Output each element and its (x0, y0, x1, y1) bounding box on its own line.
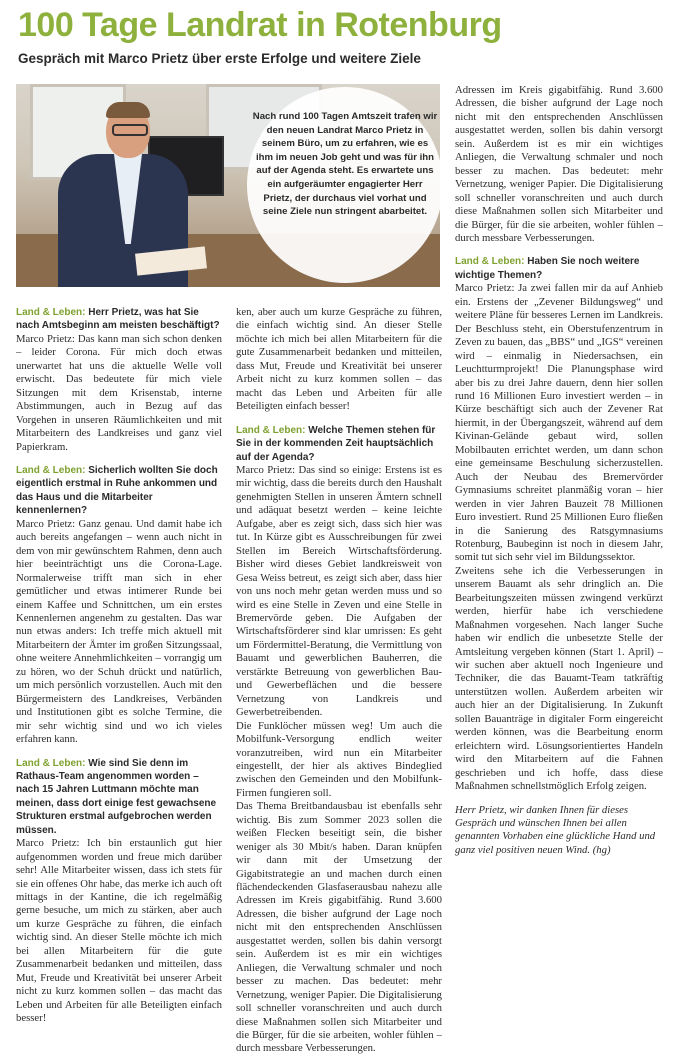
interview-label: Land & Leben: (236, 424, 306, 436)
answer-4a: Marco Prietz: Das sind so einige: Erstens ist es mir wichtig, dass die bereits durch den Haushalt genehmigten Stellen in unseren Ämtern schnell und adäquat besetzt werden – keine leichte Aufgabe, aber es zeigt sich, dass sich hier was tut. In Kürze gibt es Ausschreibungen für zwei Stellen im Bereich Wirtschaftsförderung. Bisher wird dieses Gebiet landkreisweit von Gesa Weiss betreut, es zeigt sich aber, dass hier von uns noch mehr getan werden muss und so wird es eine Stelle in Zeven und eine Stelle in Bremervörde geben. Die Aufgaben der Wirtschaftsförderer sind klar umrissen: Es geht um Fördermittel-Beratung, die Vermittlung von Bauamt und gewerblichen Bauherren, die verstärkte Betreuung von gewerblichen Bau- und Gewerbeflächen und die bessere Vernetzung von Landkreis und Gewerbetreibenden. (236, 463, 442, 719)
question-4 (236, 424, 442, 464)
answer-3-continued: ken, aber auch um kurze Gespräche zu führen, die einfach wichtig sind. An dieser Stelle möchte ich mich bei allen Mitarbeitern für die gute Zusammenarbeit bedanken und mitteilen, dass Mut, Freude und Kreativität bei unserer Arbeit nicht zu kurz kommen sollen – das macht das Leben und Arbeiten für alle Beteiligten einfach besser! (236, 306, 442, 413)
person-hair (106, 102, 150, 118)
intro-text: Nach rund 100 Tagen Amtszeit trafen wir den neuen Landrat Marco Prietz in seinem Büro, um zu erfahren, wie es ihm im neuen Job geht und was für ihn auf der Agenda steht. Es erwartete uns ein aufgeräumter engagierter Herr Prietz, der durchaus viel vorhat und seine Ziele nun stringent abarbeitet. (252, 111, 438, 218)
question-1 (16, 306, 222, 333)
question-text: Welche Themen stehen für Sie in der kommenden Zeit hauptsächlich auf der Agenda? (236, 424, 436, 463)
answer-2: Marco Prietz: Ganz genau. Und damit habe ich auch bereits angefangen – wenn auch nicht in dem von mir gewünschtem Rahmen, denn auch hier beeinträchtigt uns die Corona-Lage. Normalerweise trifft man sich in eher gemütlicher und etwas intimerer Runde bei einem Kaffee und Schnittchen, um ein erstes Kennenlernen angenehm zu gestalten. Das war nun etwas anders: Ich treffe mich aktuell mit Mitarbeitern der Ämter im großen Sitzungssaal, ohne weitere Annehmlichkeiten – vorrangig um zu hören, wo der Schuh drückt und natürlich, um mich persönlich vorzustellen. Auch mit den Bürgermeistern des Landkreises, Verbänden und Institutionen gibt es solche Termine, die mir sehr wichtig sind und wo ich vieles erfahren kann. (16, 517, 222, 746)
column-1 (16, 306, 222, 1025)
answer-5b: Zweitens sehe ich die Verbesserungen in unserem Bauamt als sehr dringlich an. Die Bearbeitungszeiten müssen zwingend verkürzt werden, hierfür habe ich verschiedene Maßnahmen vorgesehen. Nach langer Suche haben wir endlich die unbesetzte Stelle der Amtsleitung vergeben können (Start 1. April) – wir suchen aber aktuell noch Ingenieure und Techniker, die das Bauamt-Team tatkräftig unterstützen wollen. Außerdem arbeiten wir auch hier an der Digitalisierung. In Zukunft sollen Bauanträge in digitaler Form eingereicht werden können, was die Bearbeitung enorm erleichtern wird. Lösungsorientiertes Handeln wird den Mitarbeitern auf die Fahnen geschrieben und ich hoffe, dass diese Maßnahmen schnellstmöglich Erfolg zeigen. (455, 564, 663, 793)
question-5 (455, 255, 663, 282)
interview-label: Land & Leben: (16, 307, 86, 318)
answer-3: Marco Prietz: Ich bin erstaunlich gut hier aufgenommen worden und freue mich darüber sehr! Alle Mitarbeiter wissen, dass ich stets für sie ein offenes Ohr habe, das merke ich auch oft mittags in der Kantine, die ich regelmäßig gerne besuche, um mich zu stärken, aber auch um kurze Gespräche zu führen, die einfach wichtig sind. An dieser Stelle möchte ich mich bei allen Mitarbeitern für die gute Zusammenarbeit bedanken und mitteilen, dass Mut, Freude und Kreativität bei unserer Arbeit nicht zu kurz kommen sollen – das macht das Leben und Arbeiten für alle Beteiligten einfach besser! (16, 837, 222, 1025)
interview-label: Land & Leben: (16, 757, 86, 769)
answer-5a: Marco Prietz: Ja zwei fallen mir da auf Anhieb ein. Erstens der „Zevener Bildungsweg“ und weitere Pläne für besseres Lernen im Landkreis. Der Beschluss steht, ein Oberstufenzentrum in Zeven zu bauen, das „BBS“ und „IGS“ vereinen wird – einmalig in Niedersachsen, ein Leuchtturmprojekt! Die Planungsphase wird aber bis zu drei Jahre dauern, denn hier sollen rund 16 Millionen Euro investiert werden – in Kürze beschäftigt sich auch der Zevener Rat hiermit, in der Übergangszeit, während auf dem Kivinan-Gelände gebaut wird, sollen Mobilbauten errichtet werden, um dann schon eine gemeinsame Beschulung sicherzustellen. Auch der Neubau des Bremervörder Gymnasiums schreitet planmäßig voran – hier werden in vier Jahren Bauzeit 78 Millionen Euro investiert. Rund 25 Millionen Euro fließen in die Sanierung des Ratsgymnasiums Rotenburg, Baubeginn ist noch in diesem Jahr, somit tut sich sehr viel im Bildungssektor. (455, 282, 663, 564)
question-text: Wie sind Sie denn im Rathaus-Team angenommen worden – nach 15 Jahren Luttmann möchte man meinen, dass dort einige fest gewachsene Strukturen erstmal aufgebrochen werden müssen. (16, 757, 217, 836)
question-text: Herr Prietz, was hat Sie nach Amtsbeginn am meisten beschäftigt? (16, 307, 220, 332)
question-text: Haben Sie noch weitere wichtige Themen? (455, 256, 640, 281)
answer-4b: Die Funklöcher müssen weg! Um auch die Mobilfunk-Versorgung endlich weiter voranzutreiben, wird nun ein Mitarbeiter eingestellt, der hier als aktives Bindeglied zwischen den Gemeinden und den Mobilfunk-Firmen fungieren soll. (236, 719, 442, 799)
answer-4c: Das Thema Breitbandausbau ist ebenfalls sehr wichtig. Bis zum Sommer 2023 sollen die weißen Flecken beseitigt sein, die bisher weniger als 30 Mbit/s haben. Daran knüpfen wir dann mit der Umsetzung der Gigabitstrategie an und machen durch einen flächendeckenden Glasfaserausbau nahezu alle Adressen im Kreis gigabitfähig. Rund 3.600 Adressen, die bisher aufgrund der Lage noch nicht mit den entsprechenden Anschlüssen ausgestattet werden, sollen bis dahin versorgt sein. Außerdem ist es mir ein wichtiges Anliegen, die Verwaltung schmaler und noch besser zu machen. Das bedeutet: mehr Vernetzung, weniger Papier. Die Digitalisierung soll schneller voranschreiten und auch durch diese Maßnahmen sollen sich Mitarbeiter und die Bürger, für die sie arbeiten, wohler fühlen – durch messbare Verbesserungen. (236, 800, 442, 1055)
article-title: 100 Tage Landrat in Rotenburg (18, 6, 502, 44)
question-3 (16, 757, 222, 838)
question-text: Sicherlich wollten Sie doch eigentlich erstmal in Ruhe ankommen und das Haus und die Mitarbeiter kennenlernen? (16, 464, 218, 517)
answer-4c-continued: Adressen im Kreis gigabitfähig. Rund 3.600 Adressen, die bisher aufgrund der Lage noch nicht mit den entsprechenden Anschlüssen ausgestattet werden, sollen bis dahin versorgt sein. Außerdem ist es mir ein wichtiges Anliegen, die Verwaltung schmaler und noch besser zu machen. Das bedeutet: mehr Vernetzung, weniger Papier. Die Digitalisierung soll schneller voranschreiten und auch durch diese Maßnahmen sollen sich Mitarbeiter und die Bürger, für die sie arbeiten, wohler fühlen – durch messbare Verbesserungen. (455, 84, 663, 244)
article-subtitle: Gespräch mit Marco Prietz über erste Erfolge und weitere Ziele (18, 51, 421, 66)
column-3 (455, 84, 663, 857)
answer-1: Marco Prietz: Das kann man sich schon denken – leider Corona. Für mich doch etwas unerwartet hat uns die aktuelle Welle voll erwischt. Das bedeutete für mich viele Sitzungen mit dem Krisenstab, interne Abstimmungen, auch in Bezug auf das Vorgehen in unseren Räumlichkeiten und mit Mitarbeitern des Landkreises und ganz viel Papierkram. (16, 332, 222, 453)
glasses (112, 124, 148, 136)
column-2 (236, 306, 442, 1055)
closing-note: Herr Prietz, wir danken Ihnen für dieses Gespräch und wünschen Ihnen bei allen genannten Vorhaben eine glückliche Hand und ganz viel positiven neuen Wind. (hg) (455, 803, 656, 856)
interview-label: Land & Leben: (455, 256, 525, 268)
question-2 (16, 464, 222, 518)
interview-label: Land & Leben: (16, 464, 86, 476)
